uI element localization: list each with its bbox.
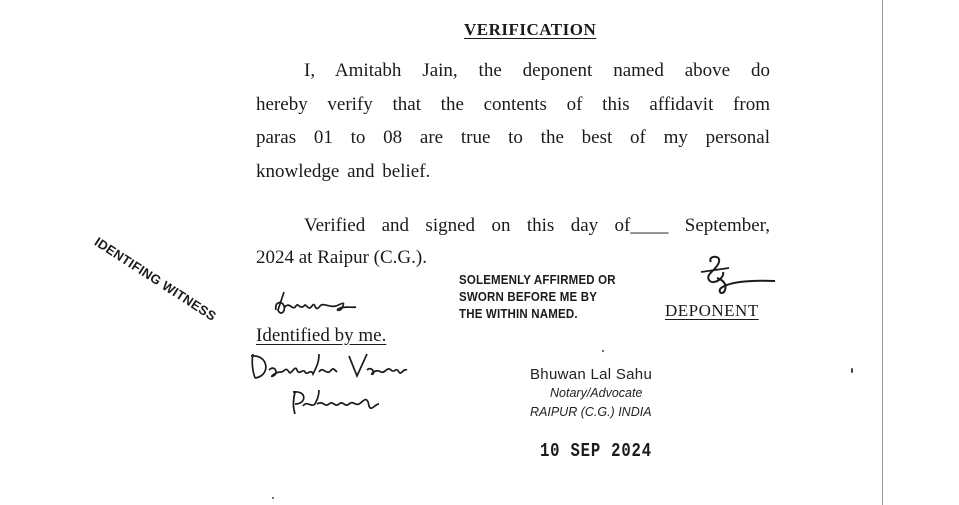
stamp-line-2: SWORN BEFORE ME BY bbox=[459, 290, 598, 304]
identifying-witness-stamp: IDENTIFING WITNESS bbox=[91, 234, 220, 324]
verified-line-2: 2024 at Raipur (C.G.). bbox=[256, 247, 427, 268]
verified-line-1: Verified and signed on this day of____ September, bbox=[304, 215, 770, 236]
identified-by-text: Identified by me. bbox=[256, 325, 387, 346]
notary-name: Bhuwan Lal Sahu bbox=[530, 366, 653, 383]
notary-place: RAIPUR (C.G.) INDIA bbox=[530, 405, 652, 419]
date-stamp: 10 SEP 2024 bbox=[540, 440, 652, 462]
witness-name-handwriting bbox=[245, 350, 415, 420]
paragraph-line-4: knowledge and belief. bbox=[256, 160, 431, 182]
paragraph-line-3: paras 01 to 08 are true to the best of my personal bbox=[256, 127, 770, 148]
paragraph-line-2: hereby verify that the contents of this affidavit from bbox=[256, 93, 770, 115]
speck bbox=[272, 497, 274, 499]
witness-initials-signature bbox=[270, 288, 360, 324]
page-edge-line bbox=[882, 0, 883, 505]
stamp-line-1: SOLEMENLY AFFIRMED OR bbox=[459, 273, 616, 287]
notary-stamp bbox=[530, 365, 652, 422]
verified-statement bbox=[256, 210, 770, 274]
speck bbox=[602, 350, 604, 352]
affirmation-stamp bbox=[459, 272, 616, 323]
deponent-signature bbox=[695, 250, 785, 300]
verification-paragraph bbox=[256, 54, 770, 188]
deponent-label: DEPONENT bbox=[665, 301, 759, 320]
document-title: VERIFICATION bbox=[464, 20, 597, 39]
paragraph-line-1: I, Amitabh Jain, the deponent named above do bbox=[304, 60, 770, 81]
notary-role: Notary/Advocate bbox=[550, 386, 643, 400]
speck bbox=[851, 368, 853, 373]
stamp-line-3: THE WITHIN NAMED. bbox=[459, 307, 578, 321]
